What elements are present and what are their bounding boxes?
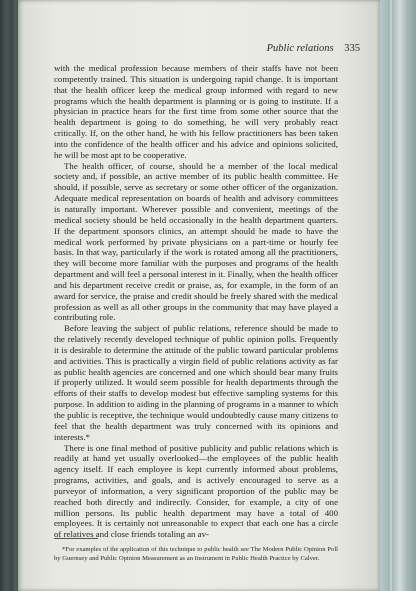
paragraph-opinion-polls: Before leaving the subject of public relations, reference should be made to the relatively recently developed technique of public opinion polls. Frequently it is desirable to determine the attitude of the public toward particular problems and activities. This is practically a virgin field of public relations activity as far as public health agencies are concerned and one which should bear many fruits if properly utilized. It would seem possible for health departments through the efforts of their staffs to develop modest but effective sampling systems for this purpose. In addition to aiding in the planning of programs in a manner to which the public is receptive, the technique would undoubtedly cause many citizens to feel that the health department was truly concerned with its opinions and interests.* [54, 323, 338, 442]
page-number: 335 [344, 43, 360, 54]
paragraph-medical-society: The health officer, of course, should be a member of the local medical society and, if possible, an active member of its public health committee. He should, if possible, serve as secretary or some other officer of the organization. Adequate medical representation on boards of health and advisory committees is naturally important. Wherever possible and convenient, meetings of the medical society should be held occasionally in the health department quarters. If the department sponsors clinics, an attempt should be made to have the medical work performed by private physicians on a part-time or hourly fee basis. In that way, particularly if the work is rotated among all the practitioners, they will become more familiar with the purposes and programs of the health department and will feel a personal interest in it. Finally, when the health officer and his department receive credit or praise, as, for example, in the form of an award for service, the praise and credit should be freely shared with the medical profession as well as all other groups in the community that may have played a contributing role. [54, 160, 338, 323]
body-text [54, 63, 338, 540]
footnote: *For examples of the application of this technique to public health see The Modern Public Opinion Poll by Guernsey and Public Opinion Measurement as an Instrument in Public Health Practice by Calver. [54, 546, 338, 562]
running-head-title: Public relations [266, 43, 334, 54]
running-head [267, 43, 360, 54]
page-stack-edge [380, 0, 416, 591]
paragraph-employees: There is one final method of positive publicity and public relations which is readily at hand yet usually overlooked—the employees of the public health agency itself. If each employee is kept currently informed about problems, programs, activities, and goals, and is actively encouraged to serve as a purveyor of information, a very significant proportion of the public may be reached both directly and indirectly. Consider, for example, a city of one million persons. Its public health department may have a total of 400 employees. It is certainly not unreasonable to expect that each one has a circle of relatives and close friends totaling an av- [54, 442, 338, 540]
footnote-rule [54, 538, 98, 539]
paragraph-continued: with the medical profession because members of their staffs have not been competently trained. This situation is undergoing rapid change. It is important that the health officer keep the medical group informed with regard to new programs which the health department is planning or is going to institute. If a physician in practice hears for the first time from some other source that the health department is going to do something, he will very probably react critically. If, on the other hand, he with his fellow practitioners has been taken into the confidence of the health officer and his advice and opinions solicited, he will be most apt to be cooperative. [54, 63, 338, 160]
